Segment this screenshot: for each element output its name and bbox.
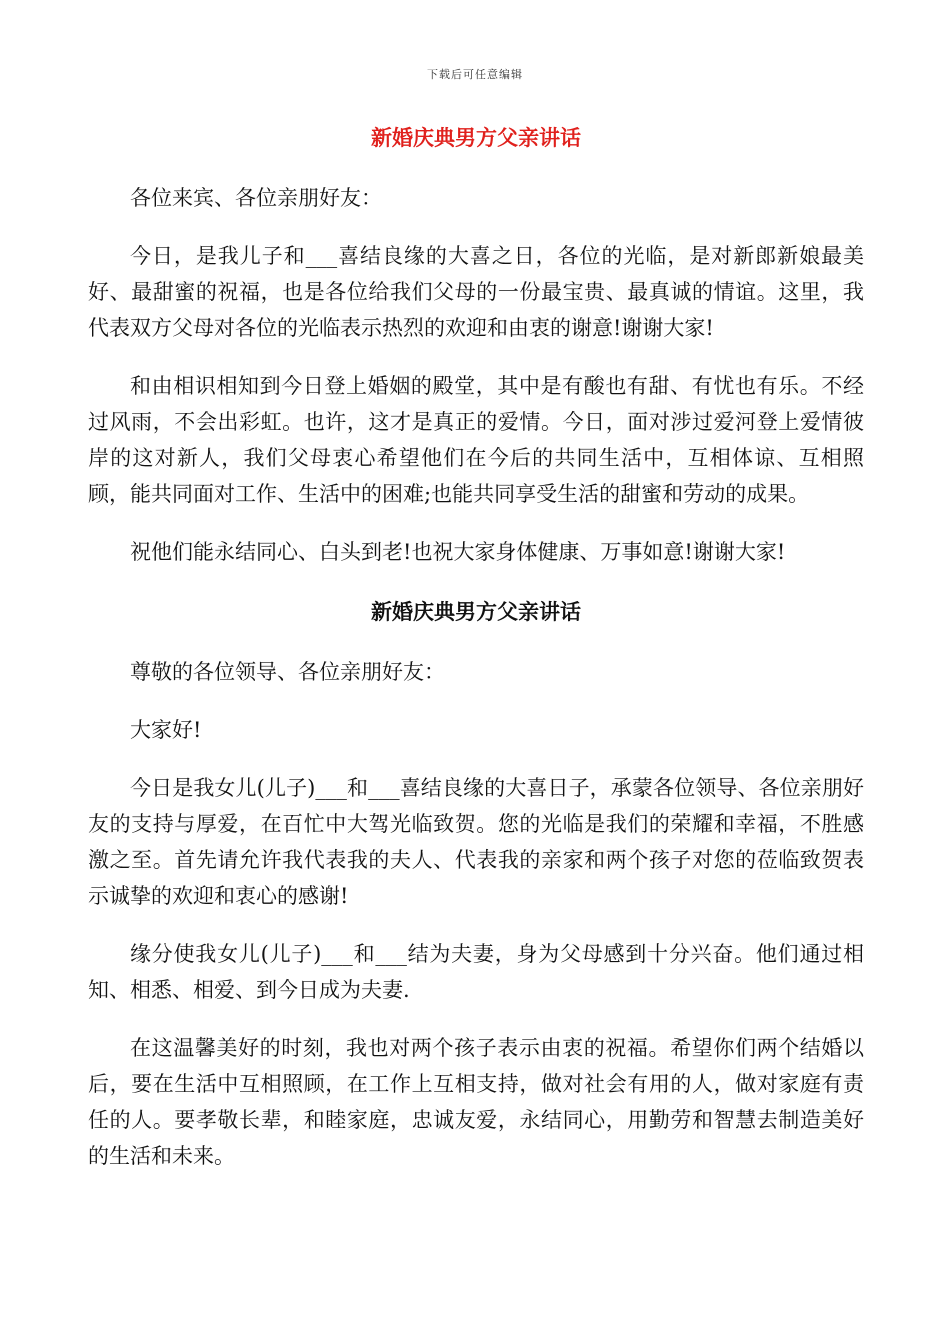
section-title-2: 新婚庆典男方父亲讲话	[371, 599, 581, 624]
salutation-1: 各位来宾、各位亲朋好友：	[130, 186, 382, 210]
paragraph-1-4: 祝他们能永结同心、白头到老!也祝大家身体健康、万事如意!谢谢大家!	[130, 540, 786, 564]
document-body	[88, 118, 864, 1174]
header-note: 下载后可任意编辑	[427, 68, 523, 81]
paragraph-2-3: 今日是我女儿(儿子)___和___喜结良缘的大喜日子，承蒙各位领导、各位亲朋好友的支持与厚爱，在百忙中大驾光临致贺。您的光临是我们的荣耀和幸福，不胜感激之至。首先请允许我代表我的夫人、代表我的亲家和两个孩子对您的莅临致贺表示诚挚的欢迎和衷心的感谢!	[88, 776, 864, 908]
paragraph-2-5: 在这温馨美好的时刻，我也对两个孩子表示由衷的祝福。希望你们两个结婚以后，要在生活中互相照顾，在工作上互相支持，做对社会有用的人，做对家庭有责任的人。要孝敬长辈，和睦家庭，忠诚友爱，永结同心，用勤劳和智慧去制造美好的生活和未来。	[88, 1036, 864, 1168]
section-title-1: 新婚庆典男方父亲讲话	[371, 125, 581, 150]
salutation-2: 尊敬的各位领导、各位亲朋好友：	[130, 660, 445, 684]
paragraph-1-3: 和由相识相知到今日登上婚姻的殿堂，其中是有酸也有甜、有忧也有乐。不经过风雨，不会出彩虹。也许，这才是真正的爱情。今日，面对涉过爱河登上爱情彼岸的这对新人，我们父母衷心希望他们在今后的共同生活中，互相体谅、互相照顾，能共同面对工作、生活中的困难;也能共同享受生活的甜蜜和劳动的成果。	[88, 374, 864, 506]
paragraph-2-2: 大家好!	[130, 718, 202, 742]
paragraph-2-4: 缘分使我女儿(儿子)___和___结为夫妻，身为父母感到十分兴奋。他们通过相知、相悉、相爱、到今日成为夫妻.	[88, 942, 864, 1002]
paragraph-1-2: 今日，是我儿子和___喜结良缘的大喜之日，各位的光临，是对新郎新娘最美好、最甜蜜的祝福，也是各位给我们父母的一份最宝贵、最真诚的情谊。这里，我代表双方父母对各位的光临表示热烈的欢迎和由衷的谢意!谢谢大家!	[88, 244, 864, 340]
